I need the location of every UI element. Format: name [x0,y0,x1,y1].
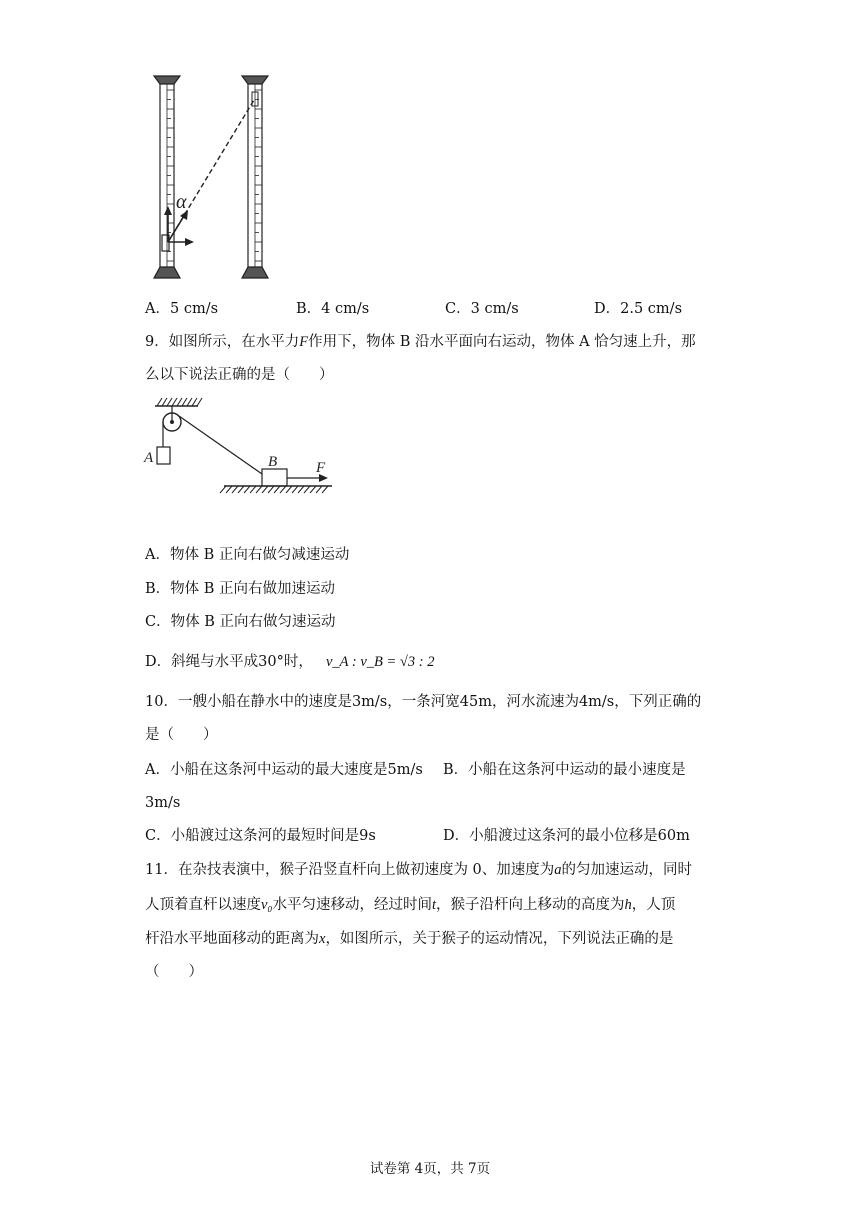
q11-stem-line-2: 人顶着直杆以速度v₀水平匀速移动，经过时间t，猴子沿杆向上移动的高度为h，人顶 [145,897,676,913]
q8-figure-two-poles [140,70,280,285]
q10-stem-line-2: 是（ ） [145,727,218,743]
q10-option-a: A．小船在这条河中运动的最大速度是5m/s [145,762,423,778]
q10-stem-line-1: 10．一艘小船在静水中的速度是3m/s，一条河宽45m，河水流速为4m/s，下列正确的 [145,694,702,710]
q9-stem-line-1: 9．如图所示，在水平力F作用下，物体 B 沿水平面向右运动，物体 A 恰匀速上升，那 [145,334,696,350]
q9-label-f: F [316,460,326,476]
q10-option-c: C．小船渡过这条河的最短时间是9s [145,828,376,844]
q9-option-a: A．物体 B 正向右做匀减速运动 [145,547,350,563]
page-footer: 试卷第 4页，共 7页 [369,1161,491,1177]
q11-stem-line-3: 杆沿水平地面移动的距离为x，如图所示，关于猴子的运动情况，下列说法正确的是 [145,931,674,947]
q8-option-b: B．4 cm/s [296,301,370,317]
q9-label-a: A [144,450,154,466]
q11-stem-line-1: 11．在杂技表演中，猴子沿竖直杆向上做初速度为 0、加速度为a的匀加速运动，同时 [145,862,693,878]
q11-stem-line-4: （ ） [145,964,203,980]
q8-angle-label: α [176,191,187,213]
q10-option-b: B．小船在这条河中运动的最小速度是 [443,762,686,778]
q9-option-c: C．物体 B 正向右做匀速运动 [145,614,336,630]
q8-option-a: A．5 cm/s [145,301,219,317]
q9-option-b: B．物体 B 正向右做加速运动 [145,581,336,597]
q9-option-d: D．斜绳与水平成30°时， [145,654,313,670]
q9-label-b: B [268,454,278,470]
q9-stem-line-2: 么以下说法正确的是（ ） [145,367,334,383]
q8-option-d: D．2.5 cm/s [594,301,683,317]
q9-option-d-formula: v_A : v_B = √3 : 2 [326,654,435,670]
q10-option-d: D．小船渡过这条河的最小位移是60m [443,828,690,844]
q10-option-b-continued: 3m/s [145,795,181,811]
q9-figure-pulley [140,392,350,497]
q8-option-c: C．3 cm/s [445,301,519,317]
